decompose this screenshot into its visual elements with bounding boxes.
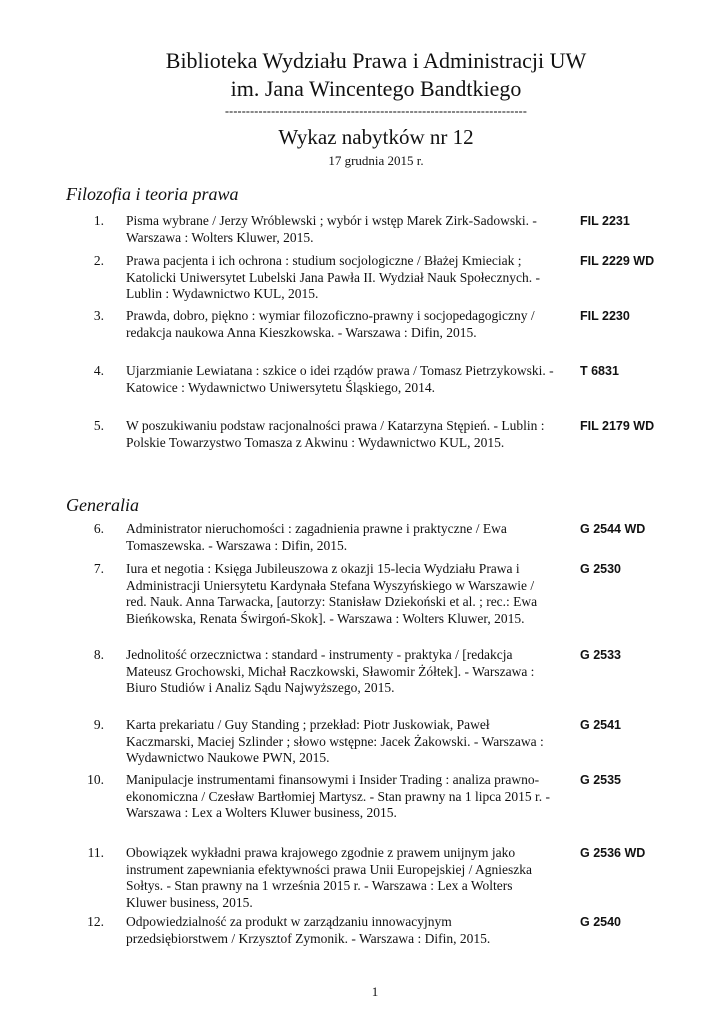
item-description: Manipulacje instrumentami finansowymi i Insider Trading : analiza prawno-ekonomiczna / Czesław Bartłomiej Martysz. - Stan prawny na 1 lipca 2015 r. - Warszawa : Lex a Wolters Kluwer business, 2015. — [126, 772, 551, 820]
call-number: G 2541 — [580, 718, 622, 732]
call-number: FIL 2229 WD — [580, 254, 655, 268]
list-date: 17 grudnia 2015 r. — [328, 153, 424, 168]
call-number: T 6831 — [580, 364, 619, 378]
item-description: Pisma wybrane / Jerzy Wróblewski ; wybór i wstęp Marek Zirk-Sadowski. - Warszawa : Wolters Kluwer, 2015. — [126, 213, 537, 245]
call-number: G 2544 WD — [580, 522, 646, 536]
item-number: 10. — [87, 772, 104, 787]
call-number: FIL 2231 — [580, 214, 630, 228]
item-number: 7. — [93, 561, 104, 576]
library-patron: im. Jana Wincentego Bandtkiego — [230, 76, 522, 101]
item-description: Administrator nieruchomości : zagadnienia prawne i praktyczne / Ewa Tomaszewska. - Warszawa : Difin, 2015. — [126, 521, 507, 553]
item-number: 1. — [93, 213, 104, 228]
item-description: Ujarzmianie Lewiatana : szkice o idei rządów prawa / Tomasz Pietrzykowski. - Katowice : Wydawnictwo Uniwersytetu Śląskiego, 2014. — [126, 363, 554, 395]
item-description: W poszukiwaniu podstaw racjonalności prawa / Katarzyna Stępień. - Lublin : Polskie Towarzystwo Tomasza z Akwinu : Wydawnictwo KUL, 2015. — [126, 418, 545, 450]
call-number: G 2530 — [580, 562, 622, 576]
call-number: FIL 2179 WD — [580, 419, 655, 433]
call-number: G 2533 — [580, 648, 622, 662]
call-number: G 2535 — [580, 773, 622, 787]
item-number: 4. — [93, 363, 104, 378]
library-name: Biblioteka Wydziału Prawa i Administracji UW — [165, 48, 587, 73]
item-description: Prawda, dobro, piękno : wymiar filozoficzno-prawny i socjopedagogiczny / redakcja naukowa Anna Kieszkowska. - Warszawa : Difin, 2015. — [126, 308, 535, 340]
section-title: Generalia — [66, 495, 139, 515]
page-number: 1 — [371, 984, 379, 999]
item-number: 9. — [93, 717, 104, 732]
item-description: Jednolitość orzecznictwa : standard - instrumenty - praktyka / [redakcja Mateusz Grochowski, Michał Raczkowski, Sławomir Żółtek]. - Warszawa : Biuro Studiów i Analiz Sądu Najwyższego, 2015. — [126, 647, 535, 695]
item-description: Karta prekariatu / Guy Standing ; przekład: Piotr Juskowiak, Paweł Kaczmarski, Maciej Szlinder ; słowo wstępne: Jacek Żakowski. - Warszawa : Wydawnictwo Naukowe PWN, 2015. — [126, 717, 544, 765]
section-title: Filozofia i teoria prawa — [66, 184, 239, 204]
item-number: 8. — [93, 647, 104, 662]
item-number: 5. — [93, 418, 104, 433]
item-number: 12. — [87, 914, 104, 929]
item-number: 2. — [93, 253, 104, 268]
item-description: Iura et negotia : Księga Jubileuszowa z okazji 15-lecia Wydziału Prawa i Administracji Uniersytetu Kardynała Stefana Wyszyńskiego w Warszawie / red. Nauk. Anna Tarwacka, [autorzy: Stanisław Dziekoński et al. ; rec.: Ewa Bieńkowska, Renata Świrgoń-Skok]. - Warszawa : Wolters Kluwer, 2015. — [126, 561, 538, 626]
item-number: 11. — [87, 845, 104, 860]
call-number: G 2540 — [580, 915, 622, 929]
item-description: Odpowiedzialność za produkt w zarządzaniu innowacyjnym przedsiębiorstwem / Krzysztof Zymonik. - Warszawa : Difin, 2015. — [126, 914, 491, 946]
call-number: G 2536 WD — [580, 846, 646, 860]
item-description: Obowiązek wykładni prawa krajowego zgodnie z prawem unijnym jako instrument zapewniania efektywności prawa Unii Europejskiej / Agnieszka Sołtys. - Stan prawny na 1 września 2015 r. - Warszawa : Lex a Wolters Kluwer business, 2015. — [126, 845, 533, 910]
header-separator: ------------------------------------------------------------------------ — [224, 104, 528, 118]
item-number: 6. — [93, 521, 104, 536]
call-number: FIL 2230 — [580, 309, 630, 323]
list-title: Wykaz nabytków nr 12 — [278, 125, 474, 149]
item-number: 3. — [93, 308, 104, 323]
item-description: Prawa pacjenta i ich ochrona : studium socjologiczne / Błażej Kmieciak ; Katolicki Uniwersytet Lubelski Jana Pawła II. Wydział Nauk Społecznych. - Lublin : Wydawnictwo KUL, 2015. — [126, 253, 540, 301]
